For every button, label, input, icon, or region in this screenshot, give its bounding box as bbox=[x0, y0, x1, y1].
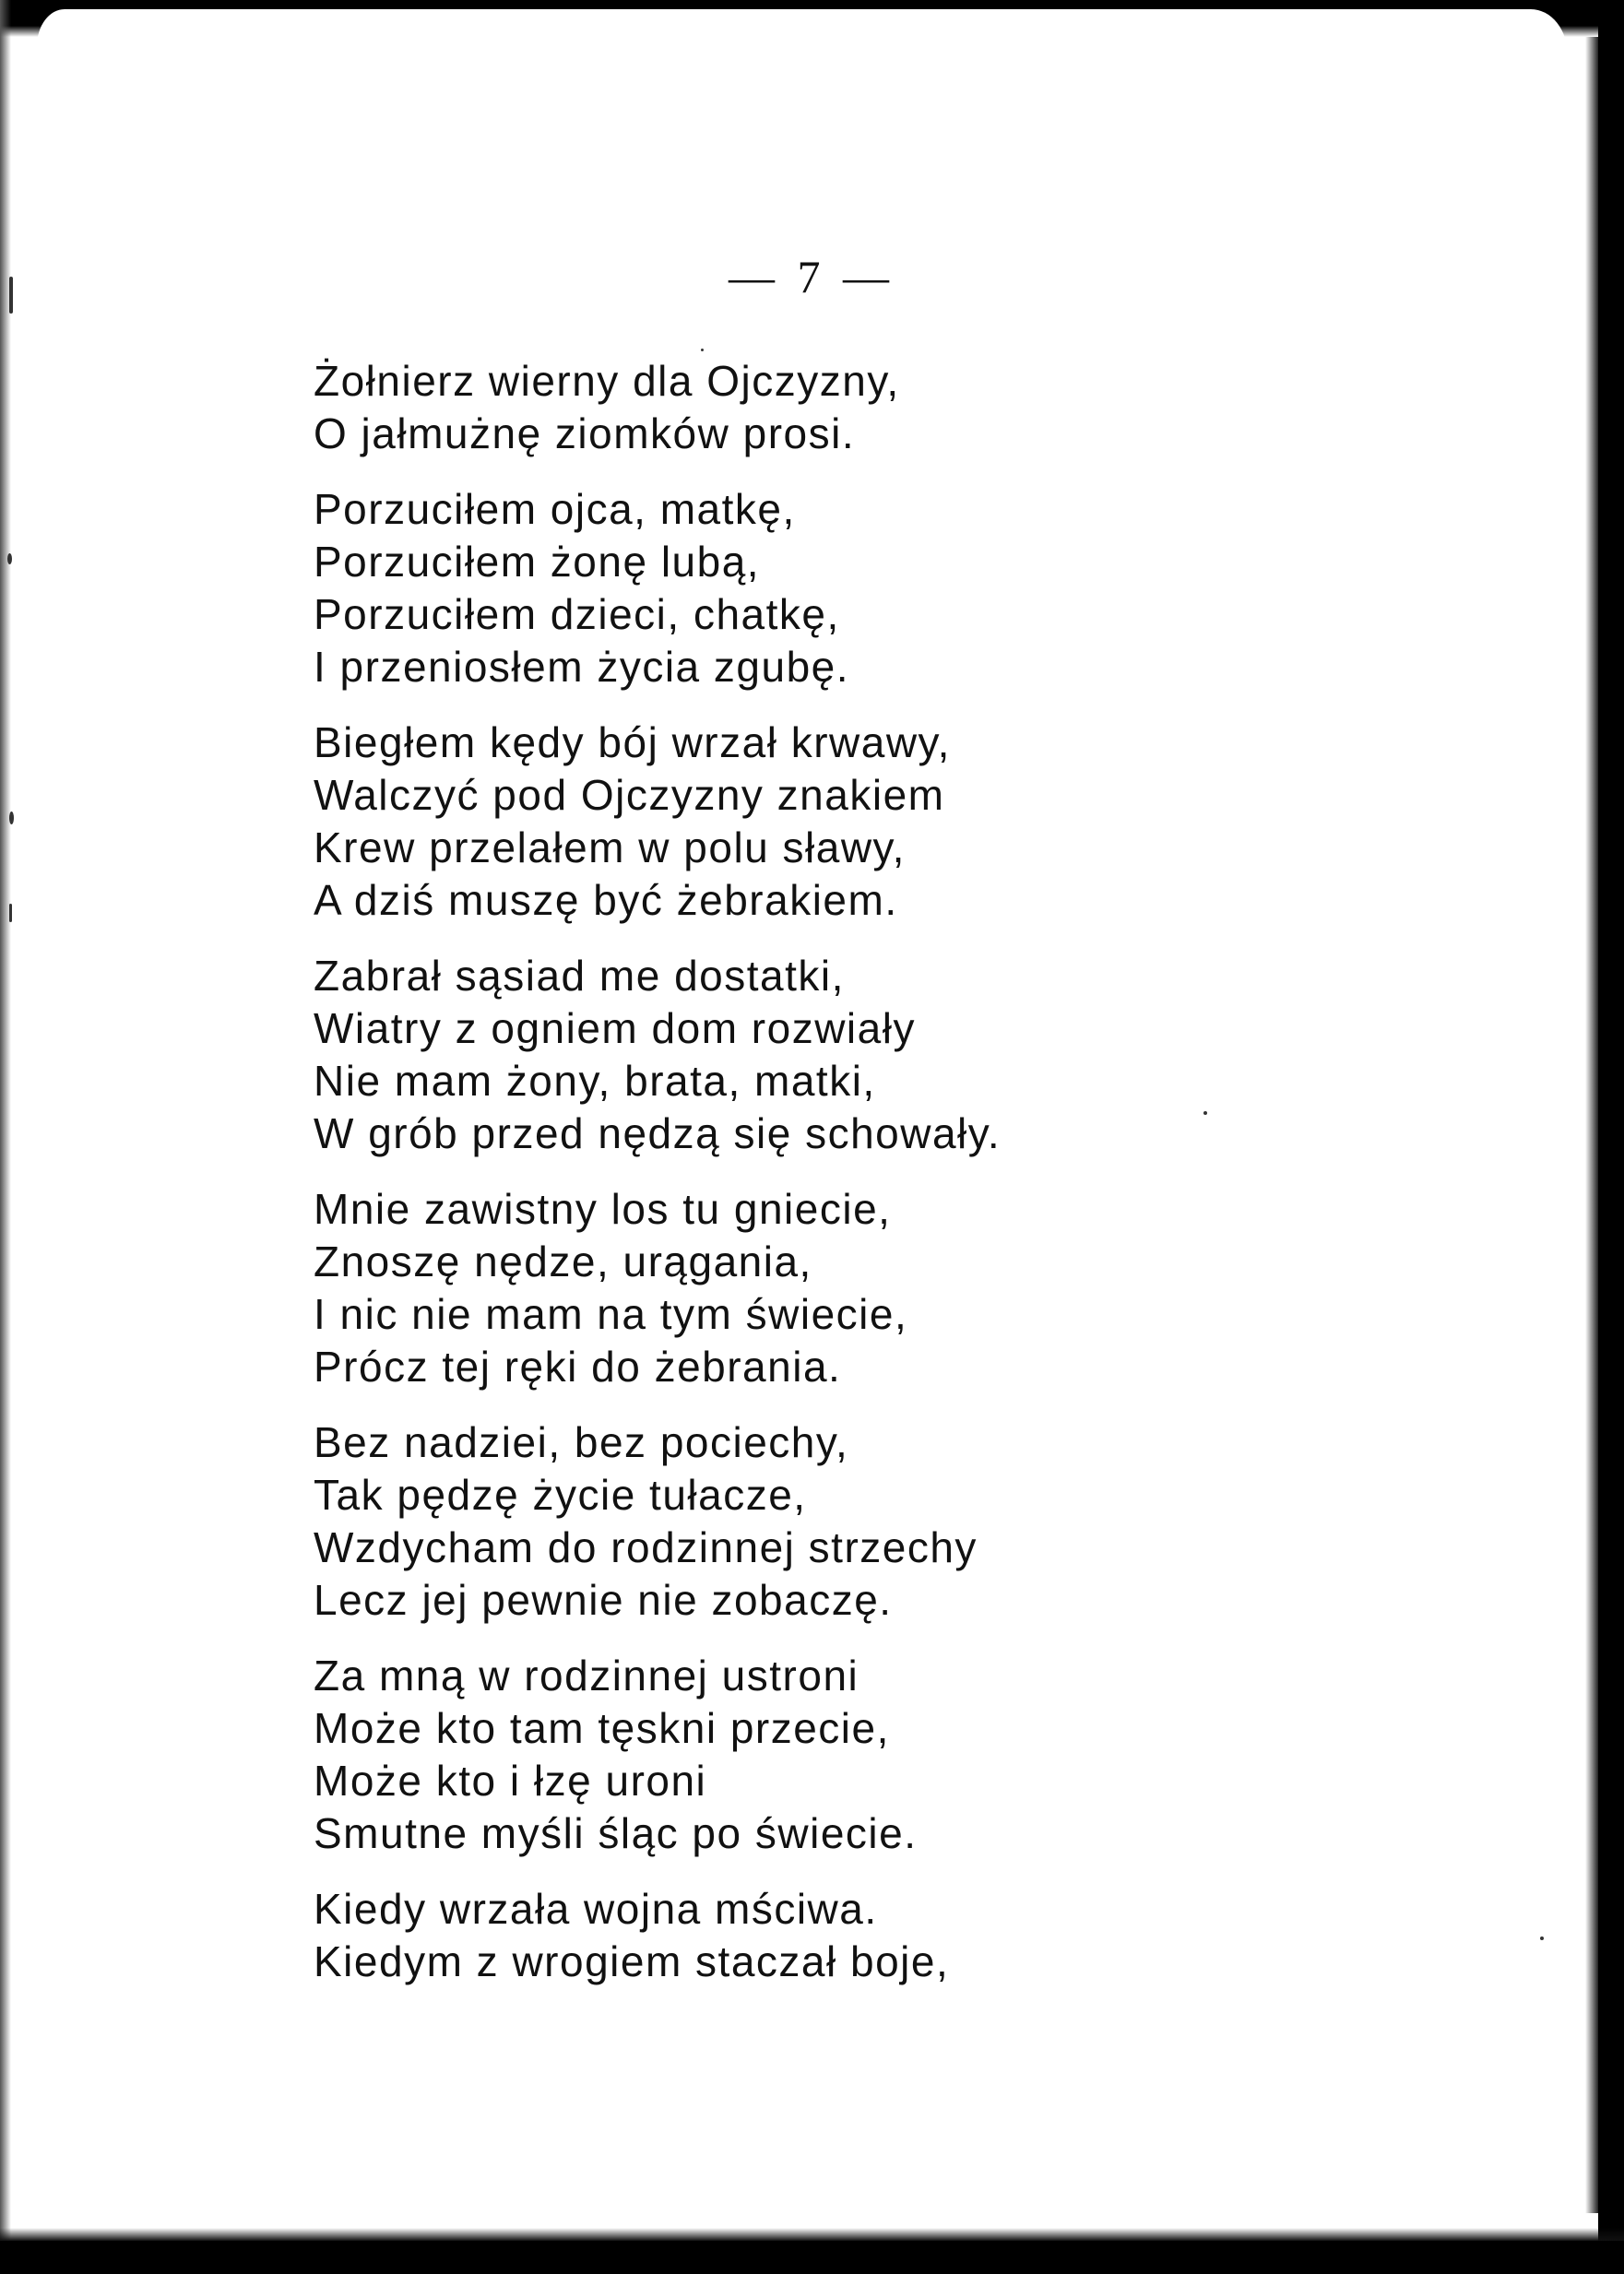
poem-line: Lecz jej pewnie nie zobaczę. bbox=[314, 1576, 893, 1624]
scan-shadow-right bbox=[1585, 37, 1598, 2213]
poem-line: Kiedym z wrogiem staczał boje, bbox=[314, 1937, 950, 1985]
poem-line: Bez nadziei, bez pociechy, bbox=[314, 1418, 849, 1466]
page-top-curve bbox=[37, 9, 1568, 65]
poem-line: Żołnierz wierny dla Ojczyzny, bbox=[314, 357, 900, 405]
poem-line: W grób przed nędzą się schowały. bbox=[314, 1109, 1002, 1157]
poem-line: I przeniosłem życia zgubę. bbox=[314, 643, 850, 691]
stanza bbox=[314, 717, 1402, 927]
dust-speck bbox=[7, 553, 12, 564]
stanza bbox=[314, 1183, 1402, 1393]
poem-line: Znoszę nędze, urągania, bbox=[314, 1238, 812, 1285]
poem-line: Biegłem kędy bój wrzał krwawy, bbox=[314, 718, 951, 766]
scan-edge-left bbox=[0, 0, 11, 2274]
stanza bbox=[314, 483, 1402, 693]
stanza bbox=[314, 950, 1402, 1160]
poem-line: Zabrał sąsiad me dostatki, bbox=[314, 952, 845, 1000]
poem-line: Porzuciłem żonę lubą, bbox=[314, 538, 761, 586]
scan-edge-bottom bbox=[0, 2241, 1624, 2274]
dust-speck bbox=[9, 277, 13, 314]
poem-line: Za mną w rodzinnej ustroni bbox=[314, 1652, 859, 1700]
poem-line: Może kto i łzę uroni bbox=[314, 1757, 707, 1805]
poem bbox=[314, 355, 1402, 2011]
poem-line: Krew przelałem w polu sławy, bbox=[314, 823, 906, 871]
poem-line: Wzdycham do rodzinnej strzechy bbox=[314, 1523, 978, 1571]
poem-line: Nie mam żony, brata, matki, bbox=[314, 1057, 876, 1105]
poem-line: Mnie zawistny los tu gniecie, bbox=[314, 1185, 892, 1233]
stanza bbox=[314, 1883, 1402, 1988]
poem-line: Porzuciłem ojca, matkę, bbox=[314, 485, 796, 533]
poem-line: Prócz tej ręki do żebrania. bbox=[314, 1343, 842, 1391]
dust-speck bbox=[1540, 1936, 1544, 1940]
scan-shadow-bottom bbox=[0, 2228, 1624, 2241]
dust-speck bbox=[701, 349, 704, 351]
poem-line: Porzuciłem dzieci, chatkę, bbox=[314, 590, 840, 638]
scan-edge-right bbox=[1598, 0, 1624, 2274]
poem-line: Walczyć pod Ojczyzny znakiem bbox=[314, 771, 945, 819]
poem-line: Wiatry z ogniem dom rozwiały bbox=[314, 1004, 916, 1052]
poem-line: O jałmużnę ziomków prosi. bbox=[314, 409, 856, 457]
poem-line: Kiedy wrzała wojna mściwa. bbox=[314, 1885, 878, 1933]
stanza bbox=[314, 1416, 1402, 1627]
dust-speck bbox=[9, 904, 12, 922]
dust-speck bbox=[9, 811, 14, 824]
poem-line: I nic nie mam na tym świecie, bbox=[314, 1290, 908, 1338]
poem-line: Może kto tam tęskni przecie, bbox=[314, 1704, 890, 1752]
poem-line: Smutne myśli śląc po świecie. bbox=[314, 1809, 918, 1857]
page-number: — 7 — bbox=[729, 251, 895, 302]
poem-line: A dziś muszę być żebrakiem. bbox=[314, 876, 898, 924]
stanza bbox=[314, 1650, 1402, 1860]
stanza bbox=[314, 355, 1402, 460]
poem-line: Tak pędzę życie tułacze, bbox=[314, 1471, 807, 1519]
